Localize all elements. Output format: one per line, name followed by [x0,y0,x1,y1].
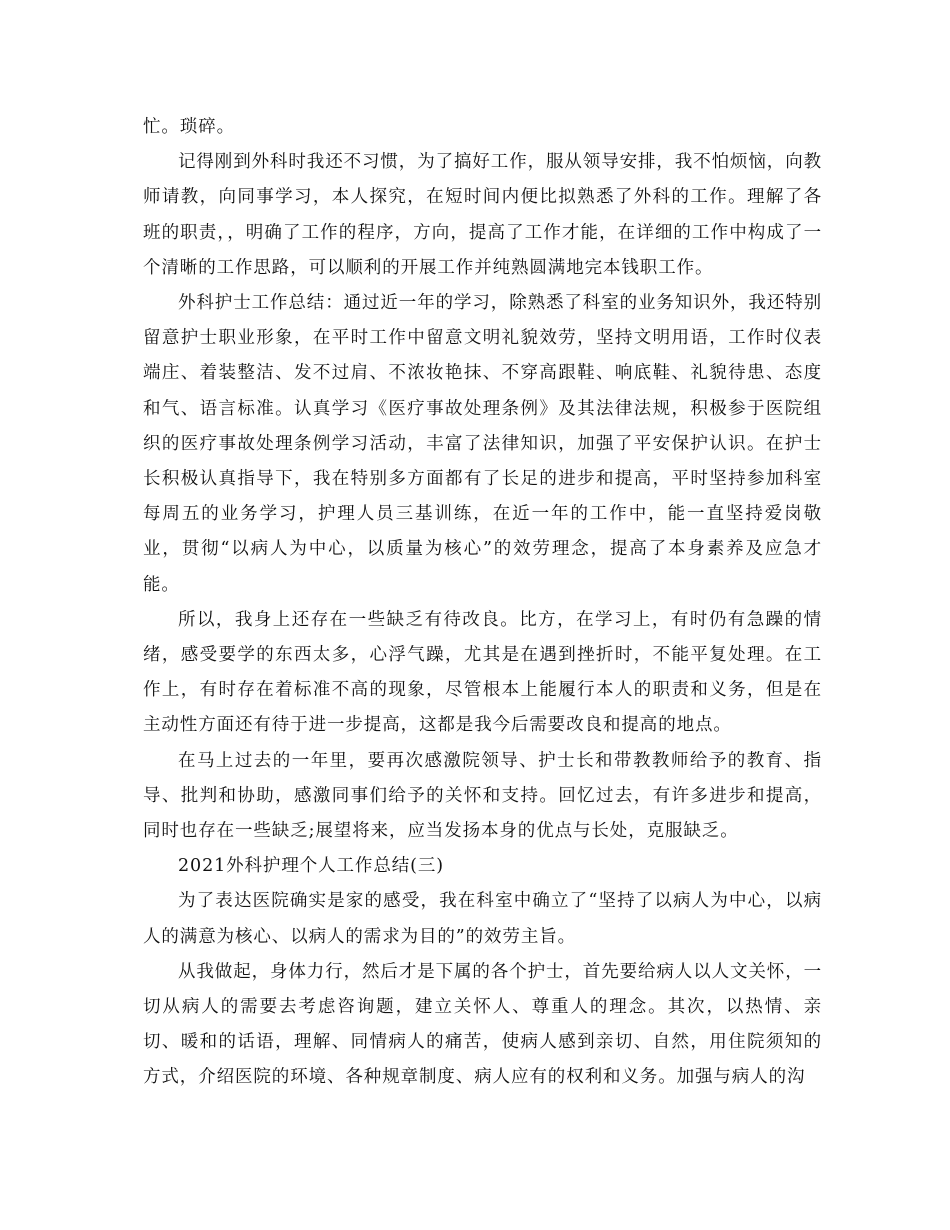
paragraph-gratitude: 在马上过去的一年里，要再次感激院领导、护士长和带教教师给予的教育、指导、批判和协助，感激同事们给予的关怀和支持。回忆过去，有许多进步和提高，同时也存在一些缺乏;展望将来，应当发扬本身的优点与长处，克服缺乏。 [143,750,822,842]
paragraph-nurse-summary: 外科护士工作总结：通过近一年的学习，除熟悉了科室的业务知识外，我还特别留意护士职业形象，在平时工作中留意文明礼貌效劳，坚持文明用语，工作时仪表端庄、着装整洁、发不过肩、不浓妆艳抹、不穿高跟鞋、响底鞋、礼貌待患、态度和气、语言标准。认真学习《医疗事故处理条例》及其法律法规，积极参于医院组织的医疗事故处理条例学习活动，丰富了法律知识，加强了平安保护认识。在护士长积极认真指导下，我在特别多方面都有了长足的进步和提高，平时坚持参加科室每周五的业务学习，护理人员三基训练，在近一年的工作中，能一直坚持爱岗敬业，贯彻“以病人为中心，以质量为核心”的效劳理念，提高了本身素养及应急才能。 [143,293,822,595]
section-heading: 2021外科护理个人工作总结(三) [178,856,444,877]
paragraph-lead-by-example: 从我做起，身体力行，然后才是下属的各个护士，首先要给病人以人文关怀，一切从病人的需要去考虑咨询题，建立关怀人、尊重人的理念。其次，以热情、亲切、暖和的话语，理解、同情病人的痛苦，使病人感到亲切、自然，用住院须知的方式，介绍医院的环境、各种规章制度、病人应有的权利和义务。加强与病人的沟 [143,961,822,1088]
paragraph-continuation: 忙。琐碎。 [143,117,235,137]
paragraph-service-purpose: 为了表达医院确实是家的感受，我在科室中确立了“坚持了以病人为中心，以病人的满意为核心、以病人的需求为目的”的效劳主旨。 [143,891,822,947]
paragraph-shortcomings: 所以，我身上还存在一些缺乏有待改良。比方，在学习上，有时仍有急躁的情绪，感受要学的东西太多，心浮气躁，尤其是在遇到挫折时，不能平复处理。在工作上，有时存在着标准不高的现象，尽管根本上能履行本人的职责和义务，但是在主动性方面还有待于进一步提高，这都是我今后需要改良和提高的地点。 [143,609,822,736]
paragraph-adapting-to-surgery: 记得刚到外科时我还不习惯，为了搞好工作，服从领导安排，我不怕烦恼，向教师请教，向同事学习，本人探究，在短时间内便比拟熟悉了外科的工作。理解了各班的职责，，明确了工作的程序，方向，提高了工作才能，在详细的工作中构成了一个清晰的工作思路，可以顺利的开展工作并纯熟圆满地完本钱职工作。 [143,152,822,278]
